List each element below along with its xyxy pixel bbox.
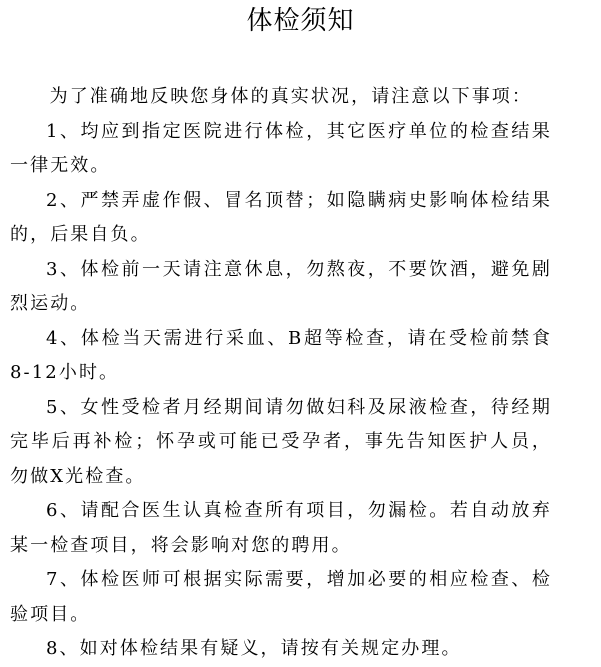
notice-item-2: 2、严禁弄虚作假、冒名顶替；如隐瞒病史影响体检结果的，后果自负。: [10, 189, 552, 245]
notice-item-6: 6、请配合医生认真检查所有项目，勿漏检。若自动放弃某一检查项目，将会影响对您的聘用。: [10, 500, 552, 556]
notice-item-7: 7、体检医师可根据实际需要，增加必要的相应检查、检验项目。: [10, 569, 552, 625]
document-body: [10, 80, 552, 667]
notice-item-4: 4、体检当天需进行采血、B超等检查，请在受检前禁食8-12小时。: [10, 327, 552, 383]
intro-paragraph: 为了准确地反映您身体的真实状况，请注意以下事项：: [49, 86, 532, 107]
notice-item-8: 8、如对体检结果有疑义，请按有关规定办理。: [46, 638, 462, 659]
notice-item-1: 1、均应到指定医院进行体检，其它医疗单位的检查结果一律无效。: [10, 120, 552, 176]
notice-item-5: 5、女性受检者月经期间请勿做妇科及尿液检查，待经期完毕后再补检；怀孕或可能已受孕者，事先告知医护人员，勿做X光检查。: [10, 396, 552, 487]
document-title: 体检须知: [246, 6, 355, 36]
notice-item-3: 3、体检前一天请注意休息，勿熬夜，不要饮酒，避免剧烈运动。: [10, 258, 552, 314]
